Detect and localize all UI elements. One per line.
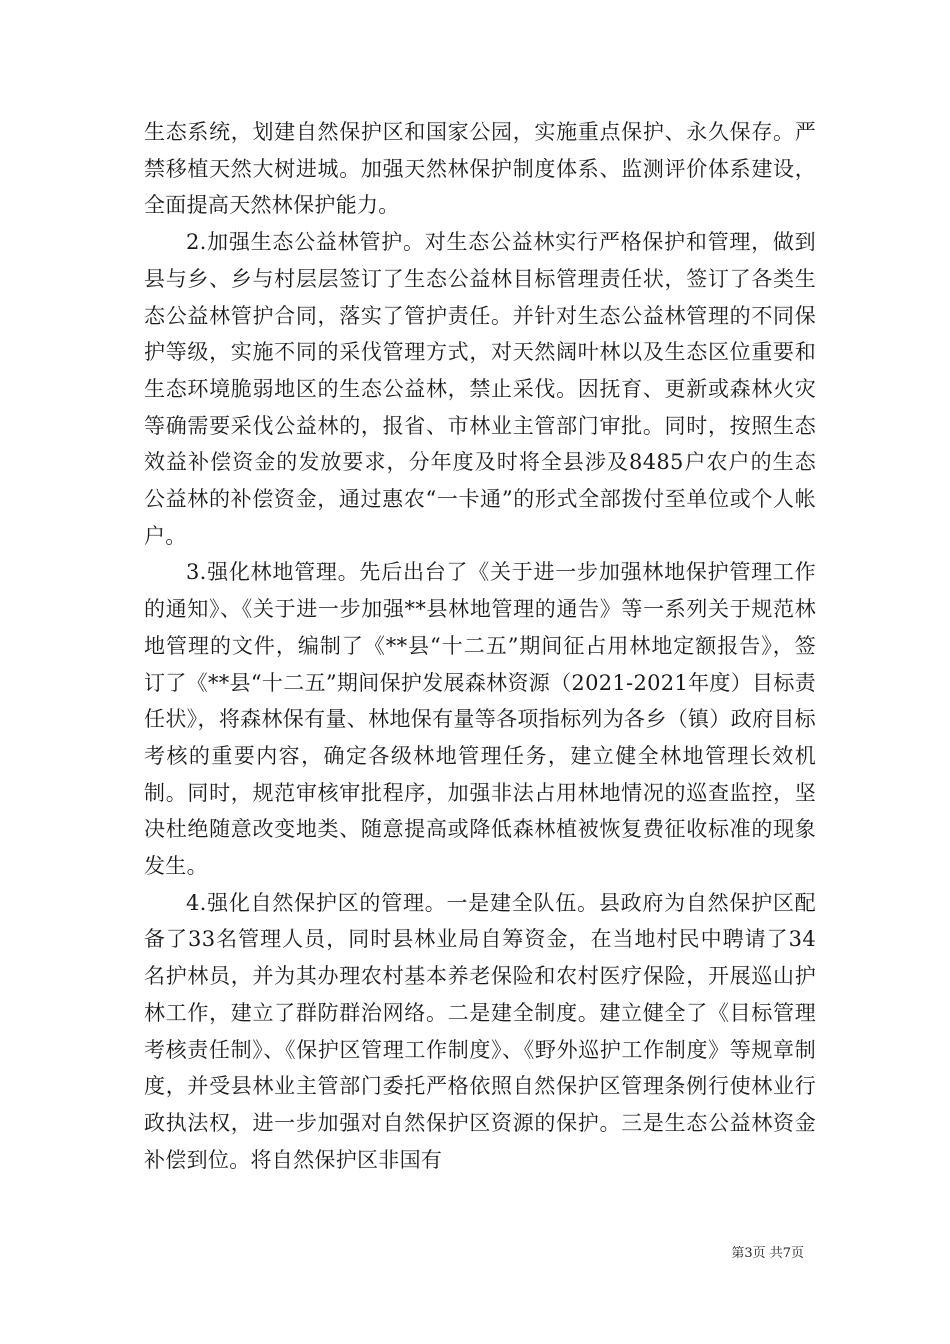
paragraph-forest-protection: 2.加强生态公益林管护。对生态公益林实行严格保护和管理，做到县与乡、乡与村层层签订了生态公益林目标管理责任状，签订了各类生态公益林管护合同，落实了管护责任。并针对生态公益林管理的不同保护等级，实施不同的采伐管理方式，对天然阔叶林以及生态区位重要和生态环境脆弱地区的生态公益林，禁止采伐。因抚育、更新或森林火灾等确需要采伐公益林的，报省、市林业主管部门审批。同时，按照生态效益补偿资金的发放要求，分年度及时将全县涉及8485户农户的生态公益林的补偿资金，通过惠农“一卡通”的形式全部拨付至单位或个人帐户。 [144,230,816,548]
document-body [144,114,816,1178]
paragraph-nature-reserve: 4.强化自然保护区的管理。一是建全队伍。县政府为自然保护区配备了33名管理人员，同时县林业局自筹资金，在当地村民中聘请了34名护林员，并为其办理农村基本养老保险和农村医疗保险，开展巡山护林工作，建立了群防群治网络。二是建全制度。建立健全了《目标管理考核责任制》、《保护区管理工作制度》、《野外巡护工作制度》等规章制度，并受县林业主管部门委托严格依照自然保护区管理条例行使林业行政执法权，进一步加强对自然保护区资源的保护。三是生态公益林资金补偿到位。将自然保护区非国有 [144,890,816,1172]
paragraph-continuation: 生态系统，划建自然保护区和国家公园，实施重点保护、永久保存。严禁移植天然大树进城。加强天然林保护制度体系、监测评价体系建设，全面提高天然林保护能力。 [144,120,816,218]
paragraph-forestland-management: 3.强化林地管理。先后出台了《关于进一步加强林地保护管理工作的通知》、《关于进一步加强**县林地管理的通告》等一系列关于规范林地管理的文件，编制了《**县“十二五”期间征占用林地定额报告》，签订了《**县“十二五”期间保护发展森林资源（2021-2021年度）目标责任状》，将森林保有量、林地保有量等各项指标列为各乡（镇）政府目标考核的重要内容，确定各级林地管理任务，建立健全林地管理长效机制。同时，规范审核审批程序，加强非法占用林地情况的巡查监控，坚决杜绝随意改变地类、随意提高或降低森林植被恢复费征收标准的现象发生。 [144,560,816,879]
page-number: 第3页 共7页 [731,1246,804,1261]
